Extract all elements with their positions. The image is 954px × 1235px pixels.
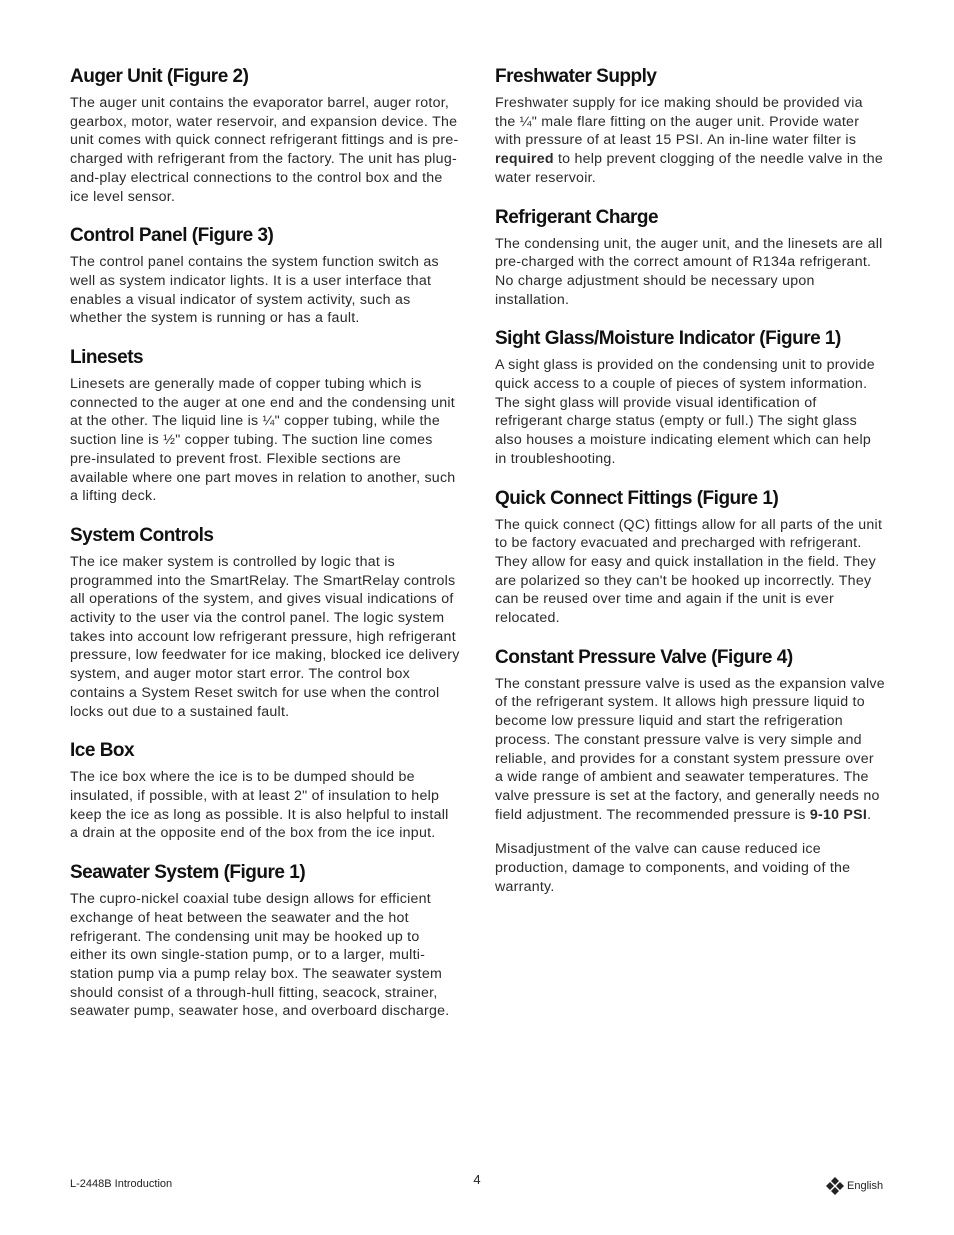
section-refrigerant-charge — [495, 206, 885, 310]
section-heading: System Controls — [70, 524, 214, 546]
section-control-panel — [70, 224, 460, 328]
section-heading: Freshwater Supply — [495, 66, 657, 87]
body-text: to help prevent clogging of the needle valve in the water reservoir. — [495, 151, 884, 186]
section-body: The cupro-nickel coaxial tube design allows for efficient exchange of heat between the seawater and the hot refrigerant. The condensing unit may be hooked up to either its own single-station pump, or to a larger, multi-station pump via a pump relay box. The seawater system should consist of a through-hull fitting, seacock, strainer, seawater pump, seawater hose, and overboard discharge. — [70, 891, 450, 1020]
section-body: Linesets are generally made of copper tubing which is connected to the auger at one end and the condensing unit at the other. The liquid line is ¼" copper tubing, while the suction line is ½" copper tubing. The suction line comes pre-insulated to prevent frost. Flexible sections are available where one part moves in relation to another, such a lifting deck. — [70, 376, 456, 505]
section-system-controls — [70, 524, 460, 721]
body-text: The constant pressure valve is used as the expansion valve of the refrigerant system. It allows high pressure liquid to become low pressure liquid and start the refrigeration process. The constant pressure valve is very simple and reliable, and provides for a constant system pressure over a wide range of ambient and seawater temperatures. The valve pressure is set at the factory, and generally needs no field adjustment. The recommended pressure is — [495, 675, 885, 823]
section-auger-unit — [70, 65, 460, 206]
section-heading: Seawater System (Figure 1) — [70, 862, 306, 884]
section-sight-glass — [495, 327, 885, 468]
section-heading: Quick Connect Fittings (Figure 1) — [495, 487, 779, 509]
section-body-second: Misadjustment of the valve can cause reduced ice production, damage to components, and voiding of the warranty. — [495, 841, 851, 895]
right-column — [495, 65, 885, 915]
section-freshwater-supply — [495, 65, 885, 188]
section-body — [495, 675, 885, 825]
section-linesets — [70, 346, 460, 506]
emphasis-text: required — [495, 151, 554, 168]
section-body: A sight glass is provided on the condensing unit to provide quick access to a couple of pieces of system information. The sight glass will provide visual identification of refrigerant charge status (empty or full.) The sight glass also houses a moisture indicating element which can help in troubleshooting. — [495, 357, 875, 467]
body-text: . — [867, 806, 872, 823]
footer-doc-id: L-2448B Introduction — [70, 1178, 173, 1190]
diamond-cluster-icon — [826, 1177, 844, 1195]
section-body: The ice maker system is controlled by logic that is programmed into the SmartRelay. The SmartRelay controls all operations of the system, and gives visual indications of activity to the user via the control panel. The logic system takes into account low refrigerant pressure, high refrigerant pressure, low feedwater for ice making, blocked ice delivery system, and auger motor start error. The control box contains a System Reset switch for use when the control locks out due to a sustained fault. — [70, 553, 460, 720]
page-number: 4 — [473, 1172, 481, 1187]
section-ice-box — [70, 739, 460, 843]
section-body: The quick connect (QC) fittings allow for all parts of the unit to be factory evacuated and precharged with refrigerant. They allow for easy and quick installation in the field. They are polarized so they can't be hooked up incorrectly. They can be reused over time and again if the unit is ever relocated. — [495, 516, 883, 627]
body-text: Freshwater supply for ice making should be provided via the ¼" male flare fitting on the auger unit. Provide water with pressure of at least 15 PSI. An in-line water filter is — [495, 95, 863, 149]
section-body — [495, 94, 885, 188]
section-body: The control panel contains the system function switch as well as system indicator lights. It is a user interface that enables a visual indicator of system activity, such as whether the system is running or has a fault. — [70, 254, 439, 327]
section-heading: Constant Pressure Valve (Figure 4) — [495, 646, 793, 668]
emphasis-text: 9-10 PSI — [809, 806, 868, 823]
section-heading: Control Panel (Figure 3) — [70, 225, 274, 247]
section-body: The auger unit contains the evaporator barrel, auger rotor, gearbox, motor, water reservoir, and expansion device. The unit comes with quick connect refrigerant fittings and is pre-charged with refrigerant from the factory. The unit has plug-and-play electrical connections to the control box and the ice level sensor. — [70, 95, 459, 205]
language-label: English — [847, 1180, 884, 1192]
section-quick-connect-fittings — [495, 487, 885, 628]
section-constant-pressure-valve — [495, 646, 885, 897]
section-heading: Linesets — [70, 347, 144, 369]
left-column — [70, 65, 460, 1039]
section-heading: Sight Glass/Moisture Indicator (Figure 1) — [495, 328, 841, 350]
section-heading: Ice Box — [70, 740, 135, 762]
section-body: The ice box where the ice is to be dumped should be insulated, if possible, with at least 2" of insulation to help keep the ice as long as possible. It is also helpful to install a drain at the opposite end of the box from the ice input. — [70, 769, 449, 842]
section-heading: Refrigerant Charge — [495, 206, 659, 228]
footer-language — [826, 1177, 883, 1195]
section-body: The condensing unit, the auger unit, and the linesets are all pre-charged with the correct amount of R134a refrigerant. No charge adjustment should be necessary upon installation. — [495, 235, 883, 308]
section-seawater-system — [70, 861, 460, 1021]
section-heading: Auger Unit (Figure 2) — [70, 66, 249, 87]
